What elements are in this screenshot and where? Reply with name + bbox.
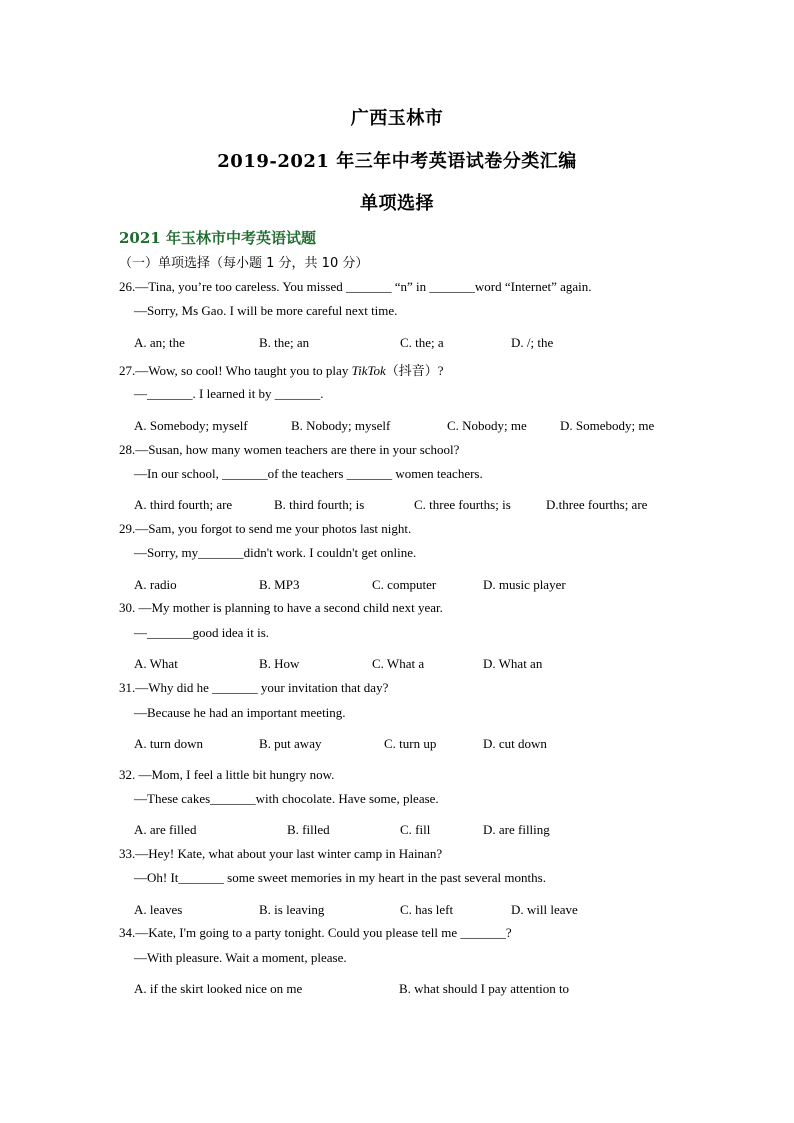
question-33-option-c: C. has left: [400, 902, 454, 917]
question-30-option-b: B. How: [259, 656, 300, 671]
instructions: （一）单项选择（每小题 1 分，共 10 分）: [119, 256, 369, 271]
title-collection: 2019-2021 年三年中考英语试卷分类汇编: [217, 151, 577, 172]
question-31-option-b: B. put away: [259, 736, 322, 751]
question-29-option-d: D. music player: [483, 577, 566, 592]
question-26-prompt: 26.—Tina, you’re too careless. You missed _______ “n” in _______word “Internet” again.: [119, 279, 592, 294]
question-29-option-c: C. computer: [372, 577, 437, 592]
question-32-option-b: B. filled: [287, 822, 330, 837]
question-30-option-c: C. What a: [372, 656, 425, 671]
question-29-option-a: A. radio: [134, 577, 177, 592]
question-29-option-b: B. MP3: [259, 577, 300, 592]
question-27-app-name: TikTok: [351, 363, 386, 378]
question-30-reply: —_______good idea it is.: [134, 625, 270, 640]
question-27-reply: —_______. I learned it by _______.: [134, 386, 324, 401]
question-26-option-b: B. the; an: [259, 335, 310, 350]
question-26-option-a: A. an; the: [134, 335, 185, 350]
section-heading: 2021 年玉林市中考英语试题: [119, 229, 316, 247]
question-32-prompt: 32. —Mom, I feel a little bit hungry now.: [119, 767, 335, 782]
question-30-option-a: A. What: [134, 656, 178, 671]
question-29-reply: —Sorry, my_______didn't work. I couldn't get online.: [134, 545, 417, 560]
question-30-option-d: D. What an: [483, 656, 543, 671]
question-26-reply: —Sorry, Ms Gao. I will be more careful next time.: [134, 303, 398, 318]
question-33-option-d: D. will leave: [511, 902, 578, 917]
question-31-option-c: C. turn up: [384, 736, 437, 751]
question-26-option-d: D. /; the: [511, 335, 554, 350]
question-28-option-a: A. third fourth; are: [134, 497, 233, 512]
question-34-option-a: A. if the skirt looked nice on me: [134, 981, 303, 996]
question-27-prompt-start: 27.—Wow, so cool! Who taught you to play: [119, 363, 352, 378]
question-26-option-c: C. the; a: [400, 335, 444, 350]
question-33-reply: —Oh! It_______ some sweet memories in my heart in the past several months.: [134, 870, 546, 885]
question-28-option-b: B. third fourth; is: [274, 497, 365, 512]
question-28-option-c: C. three fourths; is: [414, 497, 511, 512]
question-27-prompt-end: （抖音）?: [385, 363, 444, 378]
question-28-prompt: 28.—Susan, how many women teachers are there in your school?: [119, 442, 460, 457]
question-33-prompt: 33.—Hey! Kate, what about your last winter camp in Hainan?: [119, 846, 443, 861]
question-34-option-b: B. what should I pay attention to: [399, 981, 570, 996]
title-section-type: 单项选择: [360, 193, 434, 214]
question-32-reply: —These cakes_______with chocolate. Have some, please.: [134, 791, 439, 806]
question-34-reply: —With pleasure. Wait a moment, please.: [134, 950, 347, 965]
question-31-option-d: D. cut down: [483, 736, 547, 751]
question-30-prompt: 30. —My mother is planning to have a second child next year.: [119, 600, 443, 615]
question-29-prompt: 29.—Sam, you forgot to send me your photos last night.: [119, 521, 412, 536]
question-27-option-c: C. Nobody; me: [447, 418, 527, 433]
question-28-option-d: D.three fourths; are: [546, 497, 648, 512]
question-27-option-a: A. Somebody; myself: [134, 418, 248, 433]
question-32-option-c: C. fill: [400, 822, 431, 837]
question-27-prompt: [119, 360, 444, 379]
question-33-option-b: B. is leaving: [259, 902, 325, 917]
question-33-option-a: A. leaves: [134, 902, 183, 917]
question-32-option-a: A. are filled: [134, 822, 197, 837]
question-27-option-b: B. Nobody; myself: [291, 418, 391, 433]
question-31-option-a: A. turn down: [134, 736, 203, 751]
question-31-reply: —Because he had an important meeting.: [134, 705, 346, 720]
question-27-option-d: D. Somebody; me: [560, 418, 655, 433]
question-28-reply: —In our school, _______of the teachers _______ women teachers.: [134, 466, 483, 481]
question-32-option-d: D. are filling: [483, 822, 550, 837]
question-31-prompt: 31.—Why did he _______ your invitation that day?: [119, 680, 389, 695]
question-34-prompt: 34.—Kate, I'm going to a party tonight. Could you please tell me _______?: [119, 925, 512, 940]
title-city: 广西玉林市: [350, 108, 444, 129]
